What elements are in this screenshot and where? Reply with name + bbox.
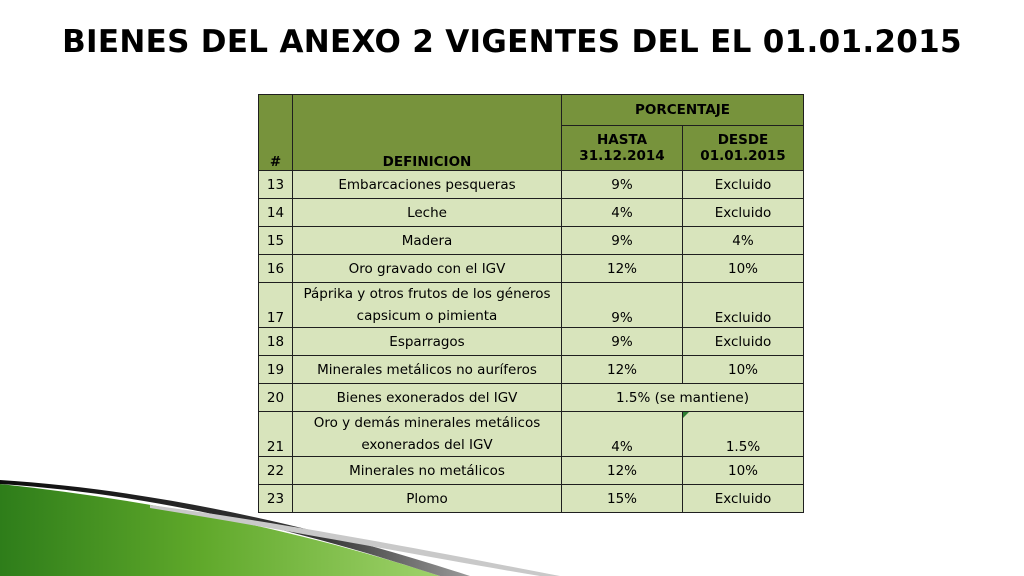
row-number: 16: [259, 255, 293, 283]
row-until: 12%: [562, 255, 683, 283]
row-number: 17: [259, 283, 293, 328]
row-definition: Esparragos: [293, 328, 562, 356]
row-from: 10%: [683, 255, 804, 283]
row-definition: Minerales metálicos no auríferos: [293, 356, 562, 384]
row-until: 15%: [562, 485, 683, 513]
row-definition: Páprika y otros frutos de los géneros capsicum o pimienta: [293, 283, 562, 328]
row-until: 9%: [562, 328, 683, 356]
row-definition: Leche: [293, 199, 562, 227]
row-from: 1.5%: [683, 412, 804, 457]
row-until: 12%: [562, 356, 683, 384]
row-from: 10%: [683, 356, 804, 384]
header-from-label: DESDE: [717, 132, 769, 148]
row-definition: Oro y demás minerales metálicos exonerados del IGV: [293, 412, 562, 457]
row-from: Excluido: [683, 283, 804, 328]
row-definition: Plomo: [293, 485, 562, 513]
row-merged-percentage: 1.5% (se mantiene): [562, 384, 804, 412]
row-from: 4%: [683, 227, 804, 255]
header-percentage: PORCENTAJE: [562, 95, 804, 126]
row-number: 14: [259, 199, 293, 227]
row-from: Excluido: [683, 199, 804, 227]
row-number: 21: [259, 412, 293, 457]
header-from-date: 01.01.2015: [700, 148, 786, 164]
row-definition: Oro gravado con el IGV: [293, 255, 562, 283]
row-number: 20: [259, 384, 293, 412]
header-definition: DEFINICION: [293, 95, 562, 171]
row-until: 9%: [562, 227, 683, 255]
row-number: 19: [259, 356, 293, 384]
row-number: 18: [259, 328, 293, 356]
row-until: 9%: [562, 171, 683, 199]
row-number: 23: [259, 485, 293, 513]
row-from: Excluido: [683, 328, 804, 356]
slide-title: BIENES DEL ANEXO 2 VIGENTES DEL EL 01.01.2015: [62, 24, 962, 60]
row-from: 10%: [683, 457, 804, 485]
row-from: Excluido: [683, 171, 804, 199]
row-definition: Bienes exonerados del IGV: [293, 384, 562, 412]
header-number: #: [259, 95, 293, 171]
row-number: 13: [259, 171, 293, 199]
row-until: 4%: [562, 199, 683, 227]
row-until: 4%: [562, 412, 683, 457]
row-until: 9%: [562, 283, 683, 328]
row-definition: Minerales no metálicos: [293, 457, 562, 485]
row-from: Excluido: [683, 485, 804, 513]
header-until-label: HASTA: [596, 132, 648, 148]
header-until-date: 31.12.2014: [579, 148, 665, 164]
row-definition: Embarcaciones pesqueras: [293, 171, 562, 199]
row-definition: Madera: [293, 227, 562, 255]
row-number: 15: [259, 227, 293, 255]
row-number: 22: [259, 457, 293, 485]
row-until: 12%: [562, 457, 683, 485]
